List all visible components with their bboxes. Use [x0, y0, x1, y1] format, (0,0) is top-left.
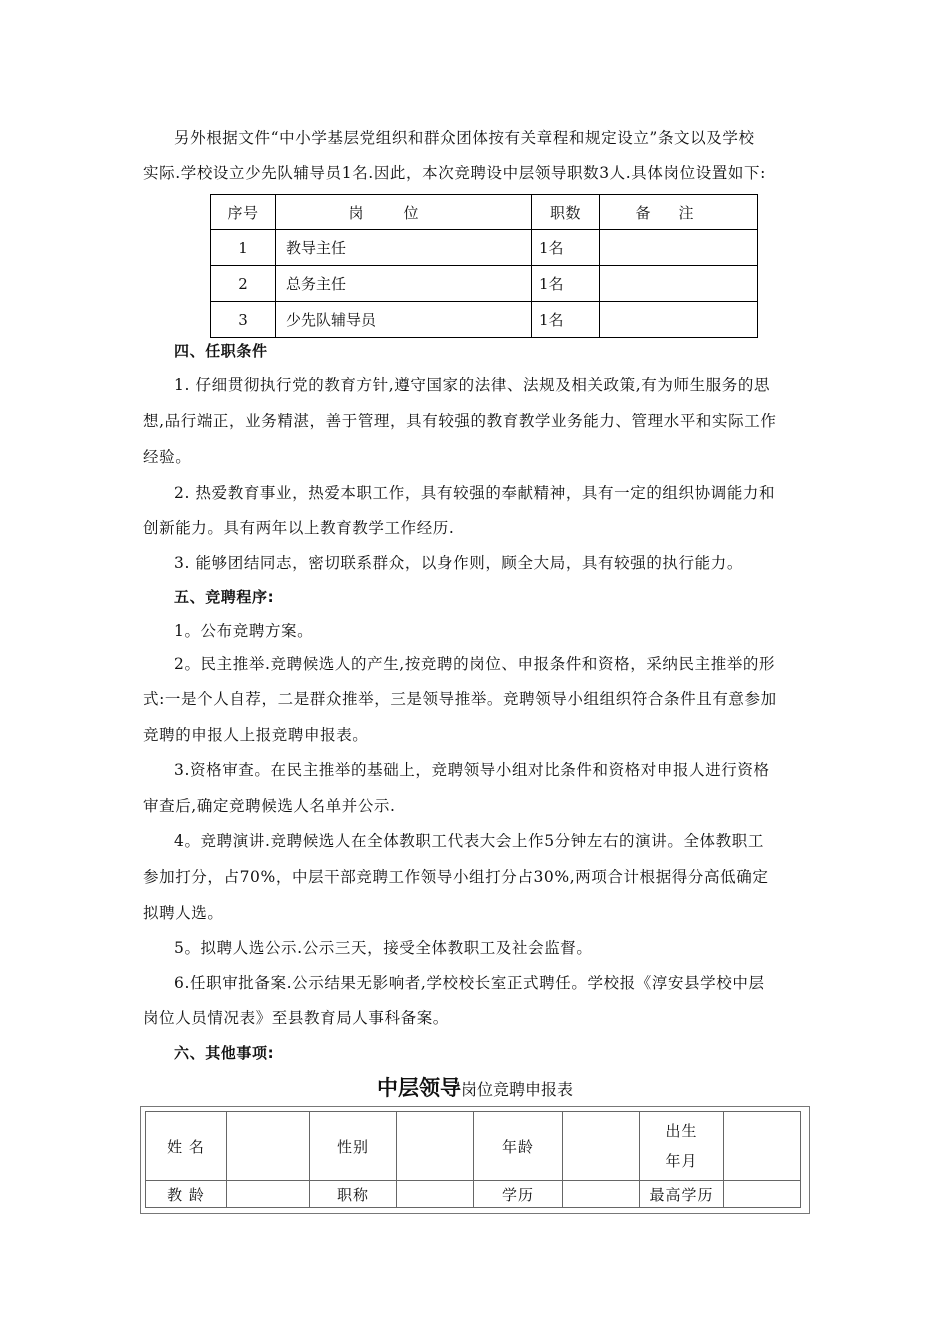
section-5-item-2-line-1: 2。民主推举.竞聘候选人的产生,按竞聘的岗位、申报条件和资格，采纳民主推举的形 [174, 655, 776, 673]
cell-note [600, 302, 758, 338]
cell-post: 少先队辅导员 [276, 302, 532, 338]
form-title [0, 1072, 950, 1102]
age-label: 年龄 [474, 1112, 563, 1181]
section-5-item-2-line-3: 竞聘的申报人上报竞聘申报表。 [143, 726, 369, 744]
cell-note [600, 266, 758, 302]
section-5-item-4-line-1: 4。竞聘演讲.竞聘候选人在全体教职工代表大会上作5分钟左右的演讲。全体教职工 [174, 832, 764, 850]
cell-note [600, 230, 758, 266]
cell-count: 1名 [532, 230, 600, 266]
section-6-heading: 六、其他事项: [174, 1044, 275, 1062]
form-title-main: 中层领导 [376, 1076, 461, 1100]
cell-post: 教导主任 [276, 230, 532, 266]
section-5-heading: 五、竞聘程序: [174, 588, 275, 606]
section-4-item-2-line-2: 创新能力。具有两年以上教育教学工作经历. [143, 519, 455, 537]
gender-field[interactable] [397, 1112, 474, 1181]
table-row [146, 1181, 801, 1208]
table-row [146, 1112, 801, 1181]
name-label: 姓 名 [146, 1112, 227, 1181]
title-label: 职称 [310, 1181, 397, 1208]
section-5-item-3-line-2: 审查后,确定竞聘候选人名单并公示. [143, 797, 396, 815]
section-4-item-2-line-1: 2. 热爱教育事业，热爱本职工作，具有较强的奉献精神，具有一定的组织协调能力和 [174, 484, 776, 502]
intro-paragraph-line-2: 实际.学校设立少先队辅导员1名.因此，本次竞聘设中层领导职数3人.具体岗位设置如下: [143, 164, 766, 182]
header-post: 岗位 [276, 195, 532, 230]
name-field[interactable] [227, 1112, 310, 1181]
section-5-item-6-line-1: 6.任职审批备案.公示结果无影响者,学校校长室正式聘任。学校报《淳安县学校中层 [174, 974, 765, 992]
section-5-item-1-line-1: 1。公布竞聘方案。 [174, 622, 314, 640]
section-5-item-3-line-1: 3.资格审查。在民主推举的基础上，竞聘领导小组对比条件和资格对申报人进行资格 [174, 761, 770, 779]
cell-serial: 1 [211, 230, 276, 266]
form-title-sub: 岗位竞聘申报表 [460, 1080, 573, 1099]
education-label: 学历 [474, 1181, 563, 1208]
section-5-item-4-line-3: 拟聘人选。 [143, 904, 224, 922]
cell-post: 总务主任 [276, 266, 532, 302]
teaching-years-label: 教 龄 [146, 1181, 227, 1208]
section-4-item-3-line-1: 3. 能够团结同志，密切联系群众，以身作则，顾全大局，具有较强的执行能力。 [174, 554, 743, 572]
section-4-item-1-line-3: 经验。 [143, 448, 192, 466]
gender-label: 性别 [310, 1112, 397, 1181]
section-5-item-6-line-2: 岗位人员情况表》至县教育局人事科备案。 [143, 1009, 449, 1027]
table-row [211, 302, 758, 338]
highest-education-label: 最高学历 [640, 1181, 724, 1208]
highest-education-field[interactable] [724, 1181, 801, 1208]
header-serial: 序号 [211, 195, 276, 230]
section-4-item-1-line-2: 想,品行端正，业务精湛，善于管理，具有较强的教育教学业务能力、管理水平和实际工作 [143, 412, 777, 430]
title-field[interactable] [397, 1181, 474, 1208]
section-4-item-1-line-1: 1. 仔细贯彻执行党的教育方针,遵守国家的法律、法规及相关政策,有为师生服务的思 [174, 376, 771, 394]
section-5-item-5-line-1: 5。拟聘人选公示.公示三天，接受全体教职工及社会监督。 [174, 939, 593, 957]
birth-label-line-1: 出生 [665, 1122, 698, 1140]
positions-table-header-row [211, 195, 758, 230]
teaching-years-field[interactable] [227, 1181, 310, 1208]
birth-label-line-2: 年月 [665, 1152, 698, 1170]
section-5-item-2-line-2: 式:一是个人自荐，二是群众推举，三是领导推举。竞聘领导小组组织符合条件且有意参加 [143, 690, 777, 708]
age-field[interactable] [563, 1112, 640, 1181]
intro-paragraph-line-1: 另外根据文件“中小学基层党组织和群众团体按有关章程和规定设立”条文以及学校 [174, 129, 755, 147]
application-form [140, 1106, 810, 1214]
cell-count: 1名 [532, 266, 600, 302]
cell-count: 1名 [532, 302, 600, 338]
header-count: 职数 [532, 195, 600, 230]
header-note: 备注 [600, 195, 758, 230]
education-field[interactable] [563, 1181, 640, 1208]
cell-serial: 3 [211, 302, 276, 338]
table-row [211, 266, 758, 302]
section-4-heading: 四、任职条件 [174, 342, 268, 360]
cell-serial: 2 [211, 266, 276, 302]
section-5-item-4-line-2: 参加打分，占70%，中层干部竞聘工作领导小组打分占30%,两项合计根据得分高低确定 [143, 868, 769, 886]
birth-label [640, 1112, 724, 1181]
application-form-table [145, 1111, 801, 1208]
birth-field[interactable] [724, 1112, 801, 1181]
positions-table [210, 194, 758, 338]
table-row [211, 230, 758, 266]
